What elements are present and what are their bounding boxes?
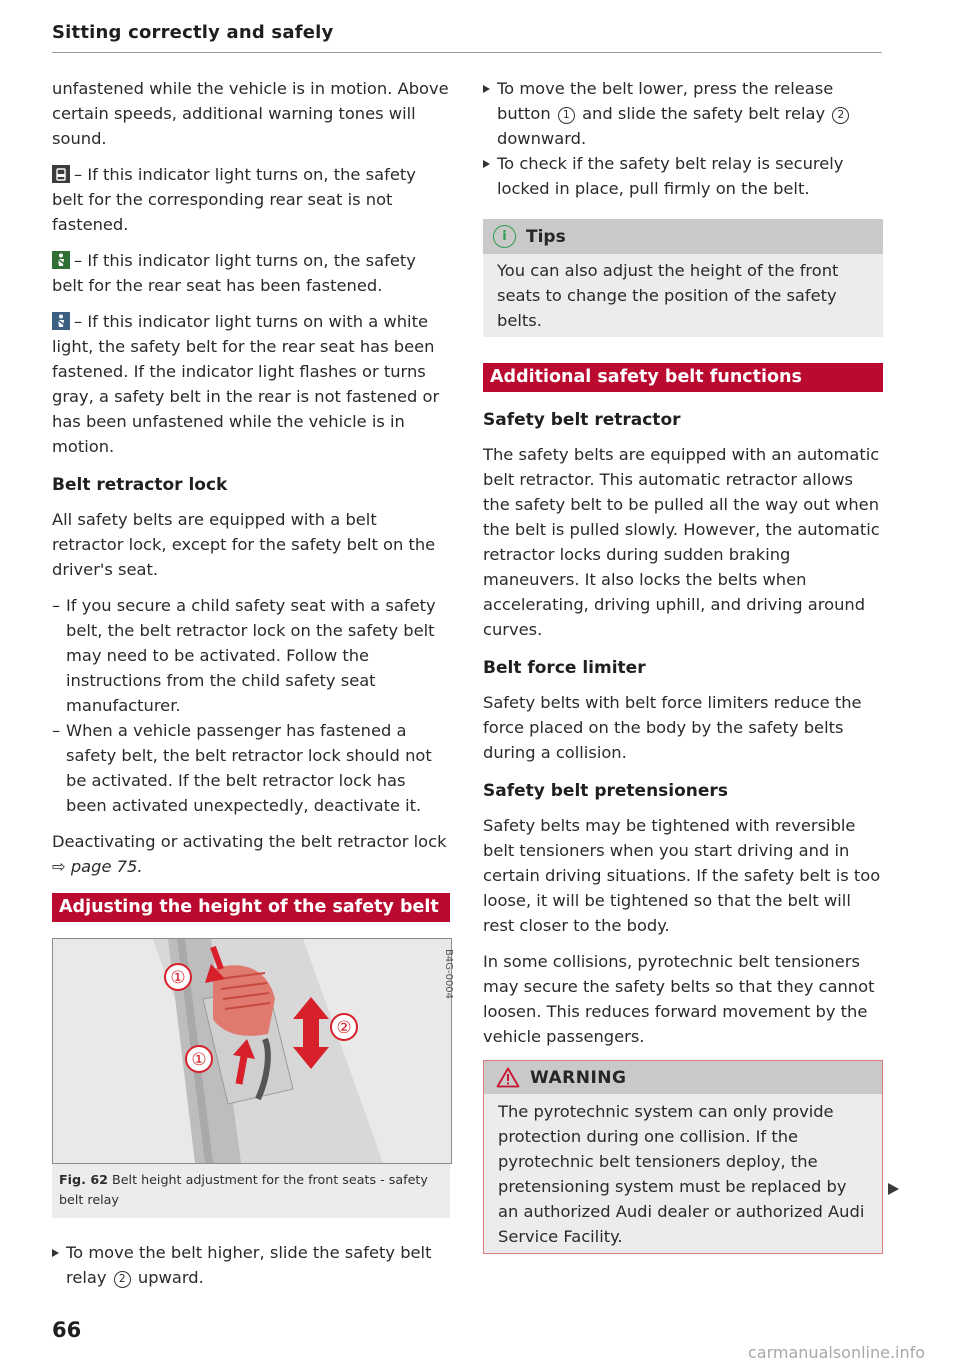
indicator-unfastened: – If this indicator light turns on, the safety belt for the corresponding rear seat is not fastened. <box>52 165 416 234</box>
bullet-move-lower: To move the belt lower, press the release button 1 and slide the safety belt relay 2 downward. <box>483 76 883 151</box>
page-reference-link[interactable]: ⇨ page 75. <box>52 857 143 876</box>
heading-belt-retractor-lock: Belt retractor lock <box>52 475 228 495</box>
warning-body: The pyrotechnic system can only provide protection during one collision. If the pyrotechnic belt tensioners deploy, the pretensioning system must be replaced by an authorized Audi dealer or authorized Audi Service Facility. <box>498 1102 865 1246</box>
warning-header <box>484 1061 882 1094</box>
figure-callout-1b: ① <box>191 1050 207 1070</box>
indicator-white: – If this indicator light turns on with a white light, the safety belt for the rear seat has been fastened. If the indicator light flashes or turns gray, a safety belt in the rear is not fastened or has been unfastened while the vehicle is in motion. <box>52 312 440 456</box>
page-title: Sitting correctly and safely <box>52 22 334 43</box>
right-column <box>483 76 883 1254</box>
paragraph-limiter: Safety belts with belt force limiters reduce the force placed on the body by the safety belts during a collision. <box>483 693 862 762</box>
figure-belt-relay <box>52 938 452 1164</box>
callout-ref-2: 2 <box>832 107 849 124</box>
page-header <box>52 22 882 53</box>
list-item: – If you secure a child safety seat with a safety belt, the belt retractor lock on the safety belt may need to be activated. Follow the instructions from the child safety seat manufacturer. <box>52 593 450 718</box>
info-icon: i <box>493 225 516 248</box>
bullet-check-locked: To check if the safety belt relay is securely locked in place, pull firmly on the belt. <box>483 151 883 201</box>
belt-relay-illustration <box>53 939 454 1163</box>
figure-callout-1: ① <box>170 968 186 988</box>
paragraph-pretensioners-2: In some collisions, pyrotechnic belt tensioners may secure the safety belts so that they cannot loosen. This reduces forward movement by the vehicle passengers. <box>483 952 875 1046</box>
tips-body: You can also adjust the height of the front seats to change the position of the safety belts. <box>497 261 839 330</box>
seatbelt-white-light-icon <box>52 312 70 330</box>
indicator-fastened: – If this indicator light turns on, the safety belt for the rear seat has been fastened. <box>52 251 416 295</box>
retractor-lock-list <box>52 593 450 818</box>
tips-box <box>483 219 883 337</box>
figure-caption <box>52 1164 450 1218</box>
heading-safety-belt-retractor: Safety belt retractor <box>483 410 681 430</box>
seatbelt-fastened-green-icon <box>52 251 70 269</box>
figure-caption-text: Belt height adjustment for the front seats - safety belt relay <box>59 1172 428 1207</box>
paragraph-pretensioners-1: Safety belts may be tightened with reversible belt tensioners when you start driving and in certain driving situations. If the safety belt is too loose, it will be tightened so that the belt will rest closer to the body. <box>483 816 881 935</box>
seatbelt-unfastened-icon <box>52 165 70 183</box>
tips-title: Tips <box>526 226 566 247</box>
warning-box <box>483 1060 883 1254</box>
section-heading-additional-functions: Additional safety belt functions <box>483 363 883 392</box>
paragraph-retractor-lock: All safety belts are equipped with a belt retractor lock, except for the safety belt on the driver's seat. <box>52 510 436 579</box>
figure-callout-2: ② <box>336 1018 352 1038</box>
section-heading-adjusting-height: Adjusting the height of the safety belt <box>52 893 450 922</box>
paragraph-retractor: The safety belts are equipped with an automatic belt retractor. This automatic retractor allows the safety belt to be pulled all the way out when the belt is pulled slowly. However, the automatic retractor locks during sudden braking maneuvers. It also locks the belts when accelerating, driving uphill, and driving around curves. <box>483 445 880 639</box>
figure-label: Fig. 62 <box>59 1172 108 1187</box>
page-number: 66 <box>52 1318 82 1342</box>
paragraph-deactivating: Deactivating or activating the belt retractor lock ⇨ page 75. <box>52 832 447 876</box>
list-item: – When a vehicle passenger has fastened a safety belt, the belt retractor lock should not be activated. If the belt retractor lock has been activated unexpectedly, deactivate it. <box>52 718 450 818</box>
watermark: carmanualsonline.info <box>748 1343 926 1362</box>
left-column <box>52 76 454 1290</box>
heading-belt-force-limiter: Belt force limiter <box>483 658 646 678</box>
warning-triangle-icon <box>496 1067 520 1088</box>
bullet-move-higher: To move the belt higher, slide the safety belt relay 2 upward. <box>52 1240 450 1290</box>
paragraph-continued: unfastened while the vehicle is in motion. Above certain speeds, additional warning tones will sound. <box>52 79 449 148</box>
figure-code: B4G-0004 <box>443 949 454 1000</box>
callout-ref-2: 2 <box>114 1271 131 1288</box>
heading-pretensioners: Safety belt pretensioners <box>483 781 728 801</box>
warning-title: WARNING <box>530 1067 627 1088</box>
continued-arrow-icon <box>888 1183 899 1195</box>
callout-ref-1: 1 <box>558 107 575 124</box>
tips-header <box>483 219 883 254</box>
